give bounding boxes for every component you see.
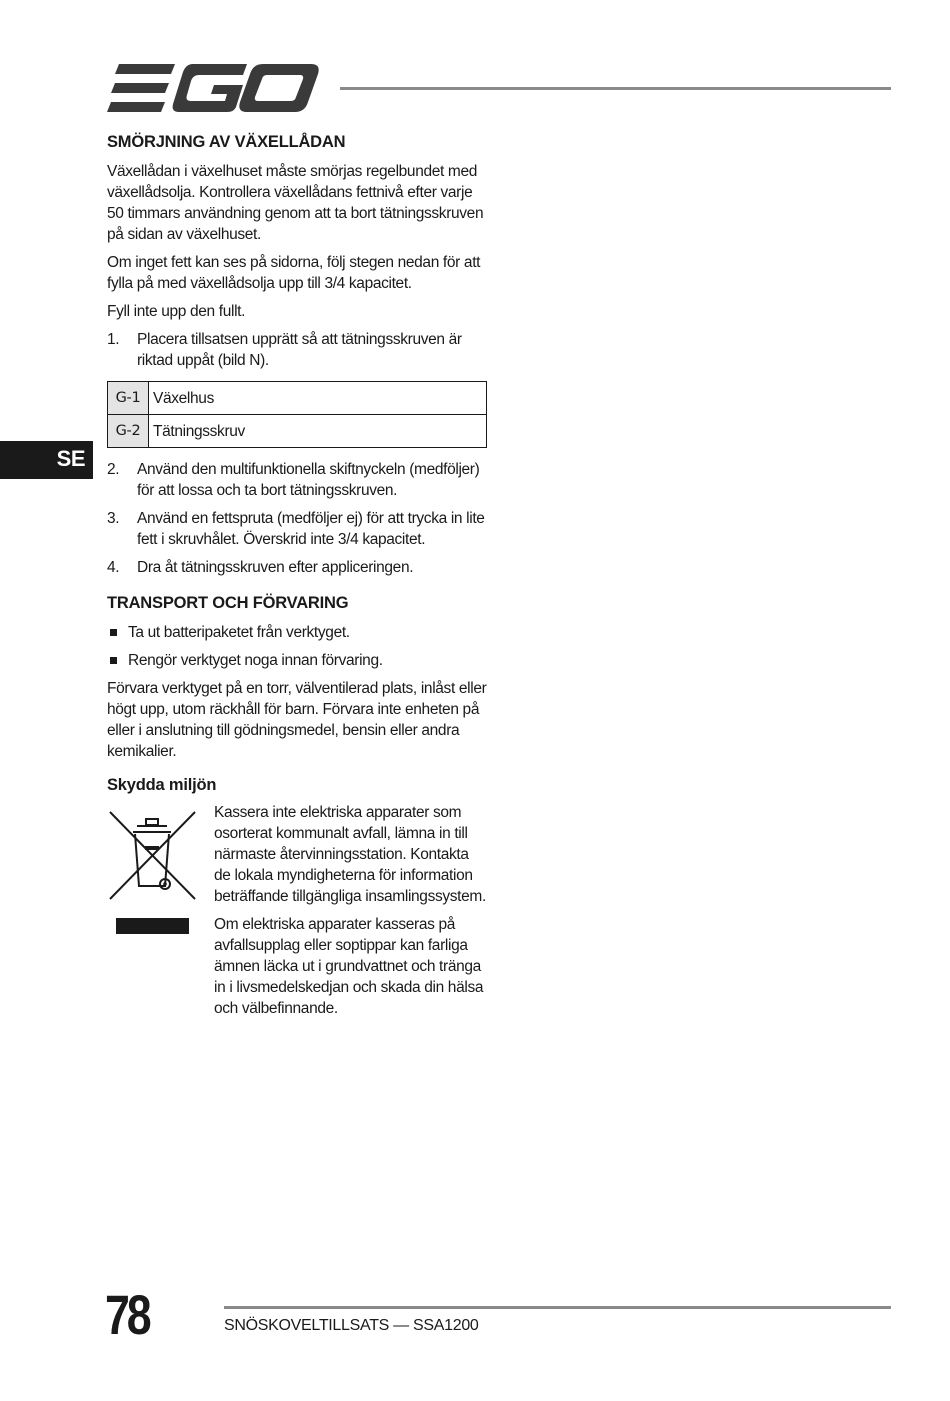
- paragraph: Om inget fett kan ses på sidorna, följ stegen nedan för att fylla på med växellådsolja upp till 3/4 kapacitet.: [107, 254, 481, 292]
- step-number: 2.: [107, 461, 120, 478]
- page-number: 78: [105, 1283, 149, 1346]
- step-text: Använd en fettspruta (medföljer ej) för att trycka in lite fett i skruvhålet. Överskrid inte 3/4 kapacitet.: [137, 510, 485, 548]
- step-text: Placera tillsatsen upprätt så att tätningsskruven är riktad uppåt (bild N).: [137, 331, 462, 369]
- footer-title: SNÖSKOVELTILLSATS — SSA1200: [224, 1317, 479, 1334]
- list-item-text: Ta ut batteripaketet från verktyget.: [128, 624, 350, 641]
- steps-list: [107, 329, 487, 371]
- paragraph: Förvara verktyget på en torr, välventilerad plats, inlåst eller högt upp, utom räckhåll för barn. Förvara inte enheten på eller i anslutning till gödningsmedel, bensin eller andra kemikalier.: [107, 680, 487, 760]
- step-text: Dra åt tätningsskruven efter appliceringen.: [137, 559, 414, 576]
- step-item: [107, 459, 487, 501]
- step-item: [107, 329, 487, 371]
- bullet-square-icon: [110, 629, 117, 636]
- crossed-out-wheelie-bin-icon: [107, 804, 197, 934]
- paragraph: Fyll inte upp den fullt.: [107, 303, 246, 320]
- table-row: [108, 382, 487, 415]
- language-tab: [0, 441, 93, 479]
- part-label: Tätningsskruv: [149, 415, 487, 448]
- step-item: [107, 557, 487, 578]
- list-item: [107, 622, 487, 643]
- environment-text: [214, 802, 487, 1026]
- part-label: Växelhus: [149, 382, 487, 415]
- bullet-square-icon: [110, 657, 117, 664]
- step-number: 1.: [107, 331, 120, 348]
- step-text: Använd den multifunktionella skiftnyckeln (medföljer) för att lossa och ta bort tätningsskruven.: [137, 461, 480, 499]
- section-heading-transport-storage: TRANSPORT OCH FÖRVARING: [107, 594, 349, 612]
- paragraph: Växellådan i växelhuset måste smörjas regelbundet med växellådsolja. Kontrollera växellådans fettnivå efter varje 50 timmars användning genom att ta bort tätningsskruven på sidan av växelhuset.: [107, 163, 484, 243]
- list-item-text: Rengör verktyget noga innan förvaring.: [128, 652, 383, 669]
- list-item: [107, 650, 487, 671]
- step-number: 4.: [107, 559, 120, 576]
- steps-list: [107, 459, 487, 578]
- language-code: SE: [56, 446, 85, 471]
- paragraph: Om elektriska apparater kasseras på avfallsupplag eller soptippar kan farliga ämnen läcka ut i grundvattnet och tränga in i livsmedelskedjan och skada din hälsa och välbefinnande.: [214, 916, 484, 1017]
- section-heading-environment: Skydda miljön: [107, 776, 217, 794]
- bullet-list: [107, 622, 487, 671]
- step-item: [107, 508, 487, 550]
- section-heading-gearbox-lubrication: SMÖRJNING AV VÄXELLÅDAN: [107, 133, 346, 151]
- paragraph: Kassera inte elektriska apparater som osorterat kommunalt avfall, lämna in till närmaste återvinningsstation. Kontakta de lokala myndigheterna för information beträffande tillgängliga insamlingssystem.: [214, 804, 486, 905]
- part-code: G-2: [108, 415, 149, 448]
- main-content: [107, 131, 487, 1026]
- environment-block: [107, 802, 487, 1026]
- step-number: 3.: [107, 510, 120, 527]
- parts-table: [107, 381, 487, 448]
- part-code: G-1: [108, 382, 149, 415]
- table-row: [108, 415, 487, 448]
- footer-rule: [224, 1306, 891, 1309]
- ego-logo: [107, 64, 319, 112]
- weee-symbol: [107, 802, 214, 1026]
- header-rule: [340, 87, 891, 90]
